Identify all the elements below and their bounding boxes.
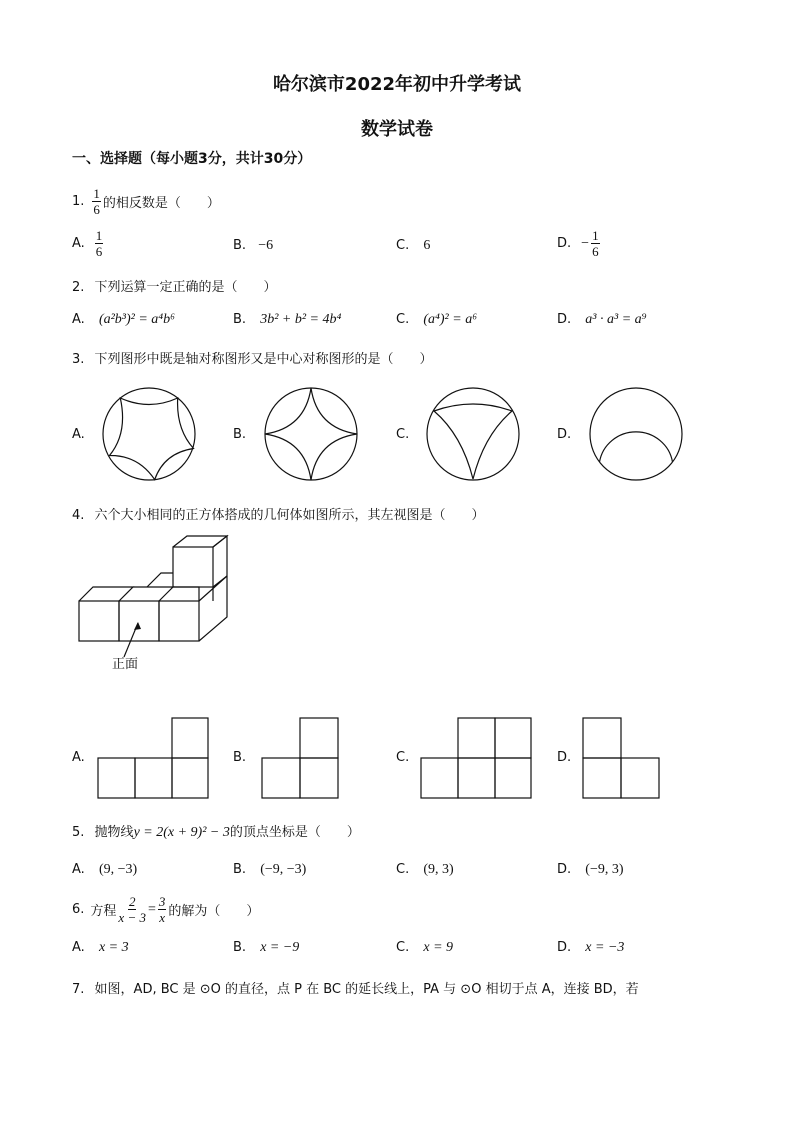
- q1-option-a[interactable]: [72, 228, 105, 259]
- question-6: [72, 894, 259, 925]
- option-value: 3b² + b² = 4b⁴: [260, 312, 342, 327]
- question-1: [72, 186, 220, 217]
- fraction-denominator: x − 3: [118, 910, 146, 925]
- fraction-numerator: 3: [158, 894, 166, 909]
- option-label: A.: [72, 750, 85, 765]
- fraction-numerator: 1: [93, 186, 100, 201]
- question-text: 如图，AD, BC 是 ⊙O 的直径，点 P 在 BC 的延长线上，PA 与 ⊙O 相切于点 A，连接 BD，若: [94, 982, 639, 997]
- question-text: 下列运算一定正确的是（ ）: [94, 280, 277, 295]
- fraction-denominator: 6: [95, 244, 103, 259]
- q6-option-d[interactable]: [557, 940, 624, 956]
- question-4: [72, 504, 485, 523]
- option-value: (a²b³)² = a⁴b⁶: [98, 312, 176, 327]
- option-value: a³ · a³ = a⁹: [585, 312, 647, 327]
- question-2: [72, 276, 277, 295]
- option-label: B.: [233, 312, 247, 327]
- view-b: [261, 717, 339, 799]
- figure-d-circle-with-arc: [589, 387, 683, 481]
- exam-subtitle: 数学试卷: [361, 119, 433, 140]
- question-text: 方程: [90, 904, 117, 919]
- q3-option-a[interactable]: [72, 427, 85, 442]
- fraction-denominator: x: [159, 910, 166, 925]
- option-value: x = 3: [98, 940, 129, 955]
- fraction: [591, 228, 600, 259]
- option-label: A.: [72, 236, 85, 251]
- question-text: 六个大小相同的正方体搭成的几何体如图所示，其左视图是（ ）: [94, 508, 485, 523]
- exam-title: 哈尔滨市2022年初中升学考试: [272, 74, 522, 95]
- option-label: D.: [557, 862, 572, 877]
- q1-option-b[interactable]: [233, 238, 273, 254]
- option-label: C.: [396, 862, 410, 877]
- q4-option-c[interactable]: [396, 750, 409, 765]
- option-value: (a⁴)² = a⁶: [423, 312, 478, 327]
- fraction: [158, 894, 167, 925]
- option-value: (9, 3): [423, 862, 454, 877]
- q3-option-c[interactable]: [396, 427, 409, 442]
- option-label: A.: [72, 862, 85, 877]
- question-text: 的相反数是（ ）: [102, 196, 220, 211]
- option-label: B.: [233, 238, 247, 253]
- option-label: C.: [396, 427, 410, 442]
- question-number: 5.: [72, 825, 85, 840]
- question-3: [72, 348, 433, 367]
- option-value: x = 9: [423, 940, 454, 955]
- option-label: D.: [557, 312, 572, 327]
- option-label: C.: [396, 238, 410, 253]
- option-value: x = −3: [585, 940, 625, 955]
- fraction-numerator: 1: [95, 228, 103, 243]
- option-label: B.: [233, 427, 247, 442]
- parabola-expression: y = 2(x + 9)² − 3: [133, 825, 230, 840]
- fraction: [118, 894, 146, 925]
- option-label: C.: [396, 940, 410, 955]
- minus-sign: −: [581, 235, 590, 251]
- q5-option-c[interactable]: [396, 862, 454, 878]
- section-heading: 一、选择题（每小题3分，共计30分）: [72, 151, 312, 167]
- q5-option-d[interactable]: [557, 862, 624, 878]
- option-value: (−9, −3): [260, 862, 307, 877]
- option-value: x = −9: [260, 940, 300, 955]
- equals-sign: =: [147, 901, 156, 917]
- q1-option-d[interactable]: [557, 228, 602, 259]
- option-label: C.: [396, 750, 410, 765]
- fraction-denominator: 6: [592, 244, 599, 259]
- option-value: −6: [258, 238, 274, 253]
- question-number: 4.: [72, 508, 85, 523]
- option-label: B.: [233, 862, 247, 877]
- front-label: 正面: [112, 657, 139, 672]
- option-label: D.: [557, 236, 572, 251]
- option-label: C.: [396, 312, 410, 327]
- q2-option-d[interactable]: [557, 312, 647, 328]
- q2-option-c[interactable]: [396, 312, 477, 328]
- option-label: D.: [557, 427, 572, 442]
- question-number: 1.: [72, 194, 85, 209]
- option-label: A.: [72, 940, 85, 955]
- q4-option-b[interactable]: [233, 750, 246, 765]
- q6-option-a[interactable]: [72, 940, 129, 956]
- q3-option-b[interactable]: [233, 427, 246, 442]
- q3-option-d[interactable]: [557, 427, 571, 442]
- option-label: B.: [233, 750, 247, 765]
- fraction-numerator: 1: [592, 228, 599, 243]
- q5-option-a[interactable]: [72, 862, 137, 878]
- fraction-denominator: 6: [93, 202, 100, 217]
- option-value: (−9, 3): [585, 862, 624, 877]
- q5-option-b[interactable]: [233, 862, 306, 878]
- q1-option-c[interactable]: [396, 238, 430, 254]
- view-d: [582, 717, 660, 799]
- q6-option-c[interactable]: [396, 940, 453, 956]
- question-number: 2.: [72, 280, 85, 295]
- question-number: 6.: [72, 902, 85, 917]
- q6-option-b[interactable]: [233, 940, 299, 956]
- question-text: 抛物线: [94, 825, 134, 840]
- figure-b-four-arc-star: [264, 387, 358, 481]
- question-number: 3.: [72, 352, 85, 367]
- figure-a-five-arc-star: [102, 387, 196, 481]
- q2-option-b[interactable]: [233, 312, 341, 328]
- fraction: [95, 228, 104, 259]
- question-text: 下列图形中既是轴对称图形又是中心对称图形的是（ ）: [94, 352, 433, 367]
- option-label: D.: [557, 750, 572, 765]
- option-value: 6: [423, 238, 431, 253]
- q2-option-a[interactable]: [72, 312, 175, 328]
- question-text: 的解为（ ）: [168, 904, 260, 919]
- view-a: [97, 717, 209, 799]
- view-c: [420, 717, 532, 799]
- option-label: A.: [72, 312, 85, 327]
- question-5: [72, 821, 360, 841]
- option-value: (9, −3): [98, 862, 138, 877]
- q4-option-a[interactable]: [72, 750, 85, 765]
- fraction-numerator: 2: [128, 894, 136, 909]
- cube-solid-figure: [78, 535, 228, 650]
- option-label: B.: [233, 940, 247, 955]
- q4-option-d[interactable]: [557, 750, 571, 765]
- figure-c-three-arc-triangle: [426, 387, 520, 481]
- option-label: A.: [72, 427, 85, 442]
- option-label: D.: [557, 940, 572, 955]
- question-number: 7.: [72, 982, 85, 997]
- question-text: 的顶点坐标是（ ）: [229, 825, 360, 840]
- fraction: [92, 186, 101, 217]
- question-7: [72, 978, 639, 997]
